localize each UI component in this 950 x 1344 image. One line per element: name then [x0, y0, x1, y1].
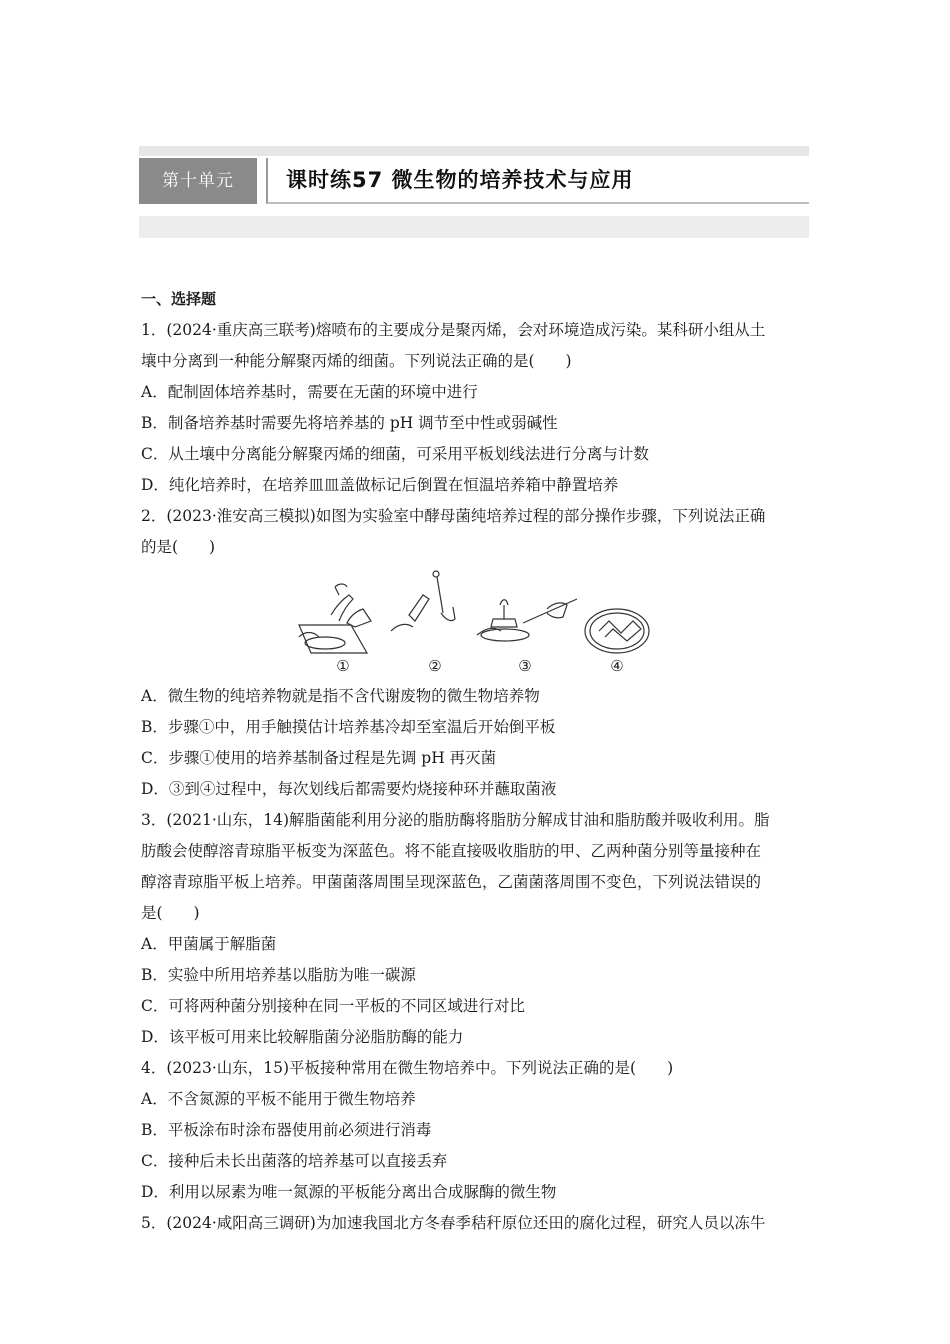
question-4-option-c: C．接种后未长出菌落的培养基可以直接丢弃	[141, 1152, 448, 1170]
step-label-4: ④	[610, 657, 624, 675]
question-3-option-c: C．可将两种菌分别接种在同一平板的不同区域进行对比	[141, 997, 525, 1015]
question-4-line-1: 4．(2023·山东，15)平板接种常用在微生物培养中。下列说法正确的是( )	[141, 1059, 674, 1077]
question-2-option-c: C．步骤①使用的培养基制备过程是先调 pH 再灭菌	[141, 749, 497, 767]
culture-steps-illustration	[291, 565, 651, 679]
step-3-flame-streaking	[477, 599, 577, 641]
question-2-line-1: 2．(2023·淮安高三模拟)如图为实验室中酵母菌纯培养过程的部分操作步骤，下列说法正确	[141, 507, 766, 525]
question-1-option-c: C．从土壤中分离能分解聚丙烯的细菌，可采用平板划线法进行分离与计数	[141, 445, 649, 463]
question-3-line-4: 是( )	[141, 904, 200, 922]
question-3-line-1: 3．(2021·山东，14)解脂菌能利用分泌的脂肪酶将脂肪分解成甘油和脂肪酸并吸收利用。脂	[141, 811, 770, 829]
lesson-title-box	[266, 158, 809, 204]
step-label-1: ①	[336, 657, 350, 675]
question-3-option-a: A．甲菌属于解脂菌	[141, 935, 277, 953]
question-4-option-a: A．不含氮源的平板不能用于微生物培养	[141, 1090, 416, 1108]
unit-label: 第十单元	[139, 158, 257, 204]
question-4-option-b: B．平板涂布时涂布器使用前必须进行消毒	[141, 1121, 432, 1139]
question-2-option-b: B．步骤①中，用手触摸估计培养基冷却至室温后开始倒平板	[141, 718, 556, 736]
question-1-line-2: 壤中分离到一种能分解聚丙烯的细菌。下列说法正确的是( )	[141, 352, 572, 370]
yeast-culture-steps-figure	[141, 563, 811, 681]
question-1-line-1: 1．(2024·重庆高三联考)熔喷布的主要成分是聚丙烯，会对环境造成污染。某科研小组从土	[141, 321, 766, 339]
question-4-option-d: D．利用以尿素为唯一氮源的平板能分离出合成脲酶的微生物	[141, 1183, 557, 1201]
question-1-option-a: A．配制固体培养基时，需要在无菌的环境中进行	[141, 383, 478, 401]
question-3-option-b: B．实验中所用培养基以脂肪为唯一碳源	[141, 966, 416, 984]
step-2-tube-and-loop	[391, 571, 455, 631]
question-3-line-3: 醇溶青琼脂平板上培养。甲菌菌落周围呈现深蓝色，乙菌菌落周围不变色，下列说法错误的	[141, 873, 762, 891]
question-1-option-b: B．制备培养基时需要先将培养基的 pH 调节至中性或弱碱性	[141, 414, 558, 432]
question-content	[141, 284, 811, 1239]
question-3-option-d: D．该平板可用来比较解脂菌分泌脂肪酶的能力	[141, 1028, 464, 1046]
banner-bottom-strip	[139, 216, 809, 238]
step-label-3: ③	[518, 657, 532, 675]
question-2-option-a: A．微生物的纯培养物就是指不含代谢废物的微生物培养物	[141, 687, 540, 705]
question-3-line-2: 肪酸会使醇溶青琼脂平板变为深蓝色。将不能直接吸收脂肪的甲、乙两种菌分别等量接种在	[141, 842, 762, 860]
step-4-streaked-plate	[585, 609, 649, 653]
question-2-line-2: 的是( )	[141, 538, 216, 556]
step-1-pouring-plate	[299, 584, 371, 653]
question-2-option-d: D．③到④过程中，每次划线后都需要灼烧接种环并蘸取菌液	[141, 780, 557, 798]
section-title: 一、选择题	[141, 290, 217, 308]
lesson-title: 课时练57 微生物的培养技术与应用	[286, 168, 634, 192]
step-label-2: ②	[428, 657, 442, 675]
lesson-banner	[139, 146, 809, 238]
question-1-option-d: D．纯化培养时，在培养皿皿盖做标记后倒置在恒温培养箱中静置培养	[141, 476, 619, 494]
banner-top-strip	[139, 146, 809, 156]
question-5-line-1: 5．(2024·咸阳高三调研)为加速我国北方冬春季秸秆原位还田的腐化过程，研究人员以冻牛	[141, 1214, 766, 1232]
